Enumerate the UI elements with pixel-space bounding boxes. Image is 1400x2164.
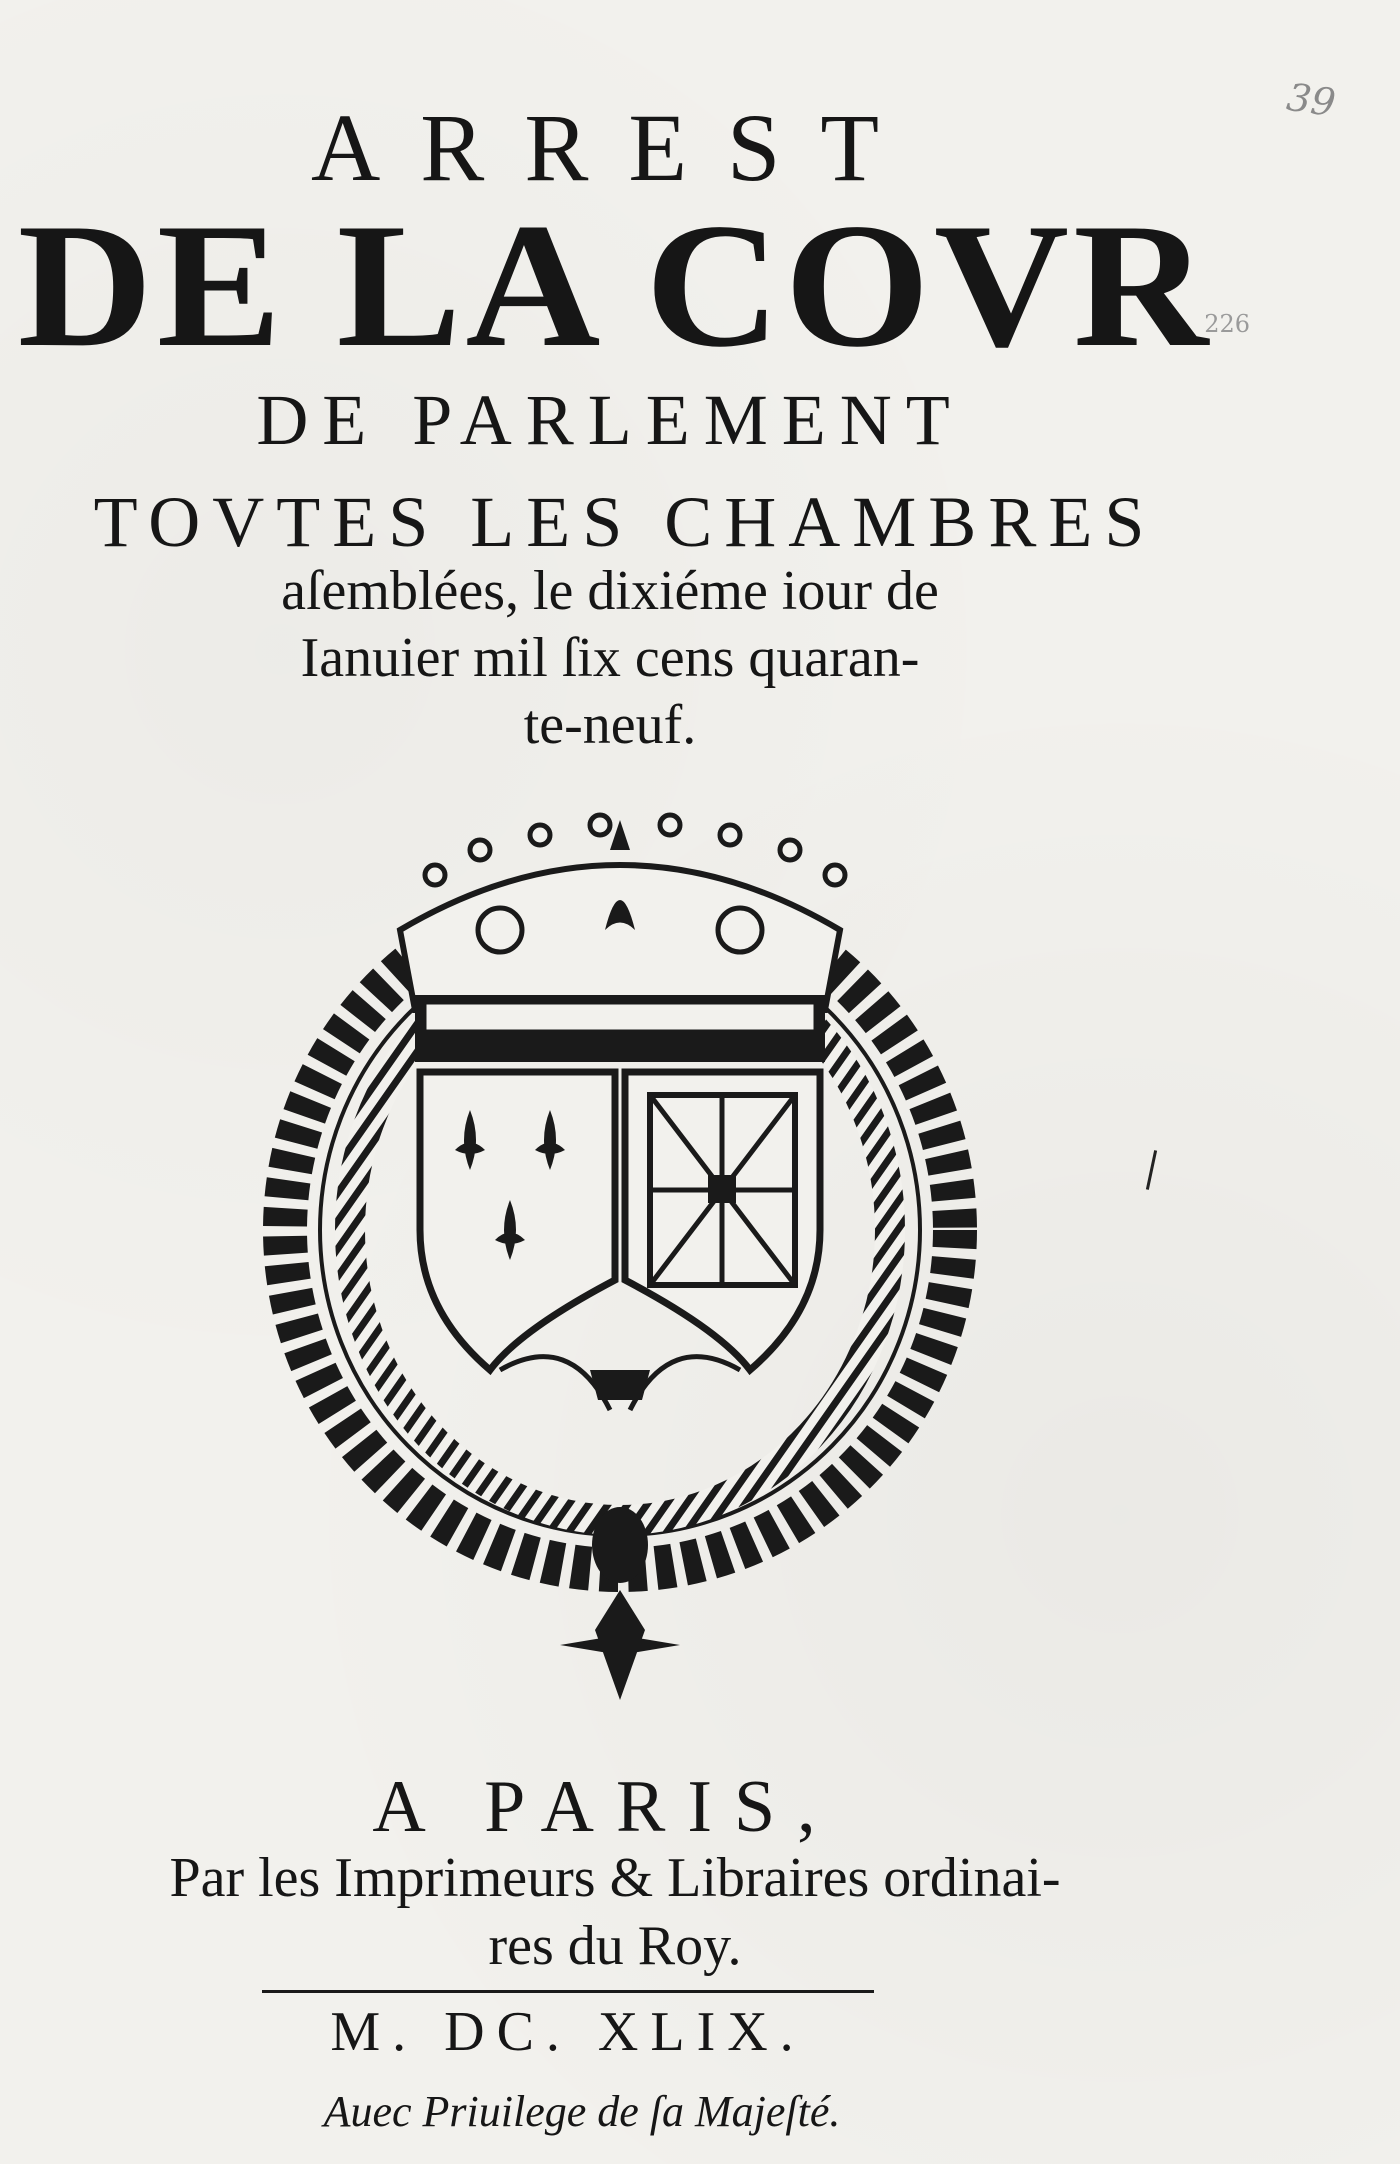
title-ianuier-line: Ianuier mil ſix cens quaran-: [300, 627, 920, 690]
title-arrest: ARREST: [310, 94, 920, 201]
imprint-city: A PARIS,: [372, 1766, 838, 1848]
title-toutes-les-chambres: TOVTES LES CHAMBRES: [93, 482, 1157, 562]
imprint-printers-line-2: res du Roy.: [488, 1915, 742, 1978]
folio-number: 39: [1283, 74, 1338, 126]
margin-mark: [1146, 1150, 1157, 1190]
title-de-la-cour: DE LA COVR: [17, 186, 1213, 384]
order-cross-pendant-icon: [560, 1507, 680, 1700]
title-neuf-line: te-neuf.: [523, 694, 697, 757]
fleur-de-lis-shield-icon: [420, 1072, 615, 1370]
title-block: [0, 94, 1213, 760]
imprint-block: [0, 1766, 1190, 1981]
publication-date: M. DC. XLIX.: [330, 2001, 806, 2063]
navarre-chains-shield-icon: [625, 1072, 820, 1370]
privilege-note: Auec Priuilege de ſa Majeſté.: [323, 2087, 841, 2136]
crown-icon: [400, 815, 845, 1062]
title-assemblees-line: aſemblées, le dixiéme iour de: [281, 560, 939, 622]
horizontal-rule: [262, 1990, 874, 1993]
imprint-printers-line-1: Par les Imprimeurs & Libraires ordinai-: [169, 1847, 1061, 1909]
manuscript-number: 226: [1204, 310, 1250, 338]
royal-coat-of-arms-icon: [250, 810, 990, 1710]
title-de-parlement: DE PARLEMENT: [256, 380, 964, 460]
